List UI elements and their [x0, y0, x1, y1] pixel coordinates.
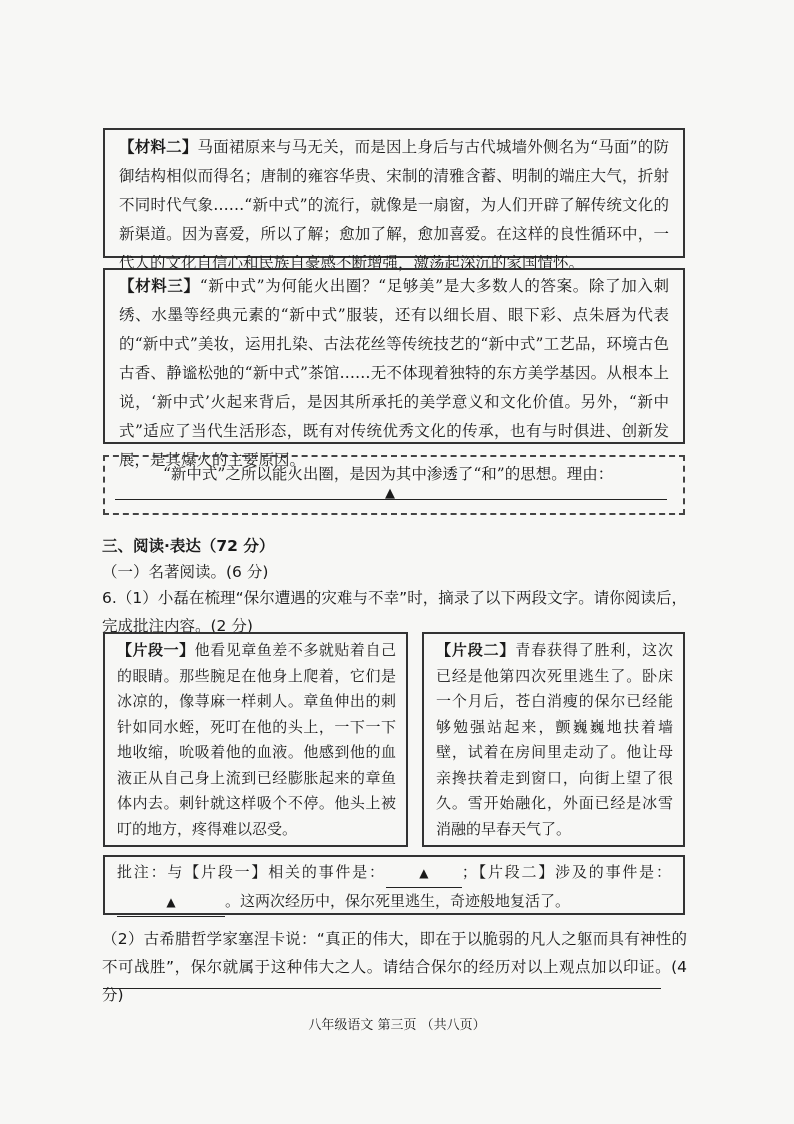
material-2-box	[103, 128, 685, 272]
question-6-part-1: 6.（1）小磊在梳理“保尔遭遇的灾难与不幸”时，摘录了以下两段文字。请你阅读后，完成批注内容。(2 分)	[102, 589, 687, 635]
annotation-line	[117, 859, 671, 917]
question-6-part-2-answer-line[interactable]	[103, 988, 661, 989]
annotation-tail: 。这两次经历中，保尔死里逃生，奇迹般地复活了。	[225, 892, 571, 910]
annotation-box	[103, 855, 685, 915]
fragment-1-paragraph	[117, 638, 396, 842]
annotation-blank-1[interactable]	[386, 859, 462, 888]
annotation-lead: 批注：与【片段一】相关的事件是：	[117, 863, 386, 881]
section-3-sub-1: （一）名著阅读。(6 分)	[102, 563, 269, 581]
material-3-paragraph	[119, 271, 669, 475]
material-2-tag: 【材料二】	[119, 137, 198, 156]
fragment-2-tag: 【片段二】	[436, 641, 516, 659]
material-3-box	[103, 268, 685, 469]
material-2-text: 马面裙原来与马无关，而是因上身后与古代城墙外侧名为“马面”的防御结构相似而得名；唐制的雍容华贵、宋制的清雅含蓄、明制的端庄大气，折射不同时代气象……“新中式”的流行，就像是一扇窗，为人们开辟了解传统文化的新渠道。因为喜爱，所以了解；愈加了解，愈加喜爱。在这样的良性循环中，一代人的文化自信心和民族自豪感不断增强，激荡起深沉的家国情怀。	[119, 138, 669, 272]
annotation-blank-1-marker: ▲	[419, 866, 429, 880]
material-3-text: “新中式”为何能火出圈？“足够美”是大多数人的答案。除了加入刺绣、水墨等经典元素的“新中式”服装，还有以细长眉、眼下彩、点朱唇为代表的“新中式”美妆，运用扎染、古法花丝等传统技艺的“新中式”工艺品，环境古色古香、静谧松弛的“新中式”茶馆……无不体现着独特的东方美学基因。从根本上说，‘新中式’火起来背后，是因其所承托的美学意义和文化价值。另外，“新中式”适应了当代生活形态，既有对传统优秀文化的传承，也有与时俱进、创新发展，是其爆火的主要原因。	[119, 277, 669, 469]
question-5-prompt: “新中式”之所以能火出圈，是因为其中渗透了“和”的思想。理由：	[163, 465, 614, 483]
fragment-1-tag: 【片段一】	[117, 641, 195, 659]
fragment-2-text: 青春获得了胜利，这次已经是他第四次死里逃生了。卧床一个月后，苍白消瘦的保尔已经能够勉强站起来，颤巍巍地扶着墙壁，试着在房间里走动了。他让母亲搀扶着走到窗口，向街上望了很久。雪开始融化，外面已经是冰雪消融的早春天气了。	[436, 641, 673, 838]
fragment-1-text: 他看见章鱼差不多就贴着自己的眼睛。那些腕足在他身上爬着，它们是冰凉的，像荨麻一样刺人。章鱼伸出的刺针如同水蛭，死叮在他的头上，一下一下地收缩，吮吸着他的血液。他感到他的血液正从自己身上流到已经膨胀起来的章鱼体内去。刺针就这样吸个不停。他头上被叮的地方，疼得难以忍受。	[117, 641, 396, 838]
question-6-part-2: （2）古希腊哲学家塞涅卡说：“真正的伟大，即在于以脆弱的凡人之躯而具有神性的不可战胜”，保尔就属于这种伟大之人。请结合保尔的经历对以上观点加以印证。(4 分)	[102, 930, 687, 1004]
fragment-2-box	[422, 632, 685, 847]
annotation-mid: ；【片段二】涉及的事件是：	[461, 863, 671, 881]
question-5-box	[103, 455, 685, 515]
fragment-2-paragraph	[436, 638, 673, 842]
annotation-blank-2-marker: ▲	[166, 895, 176, 909]
section-3-heading: 三、阅读·表达（72 分）	[102, 537, 275, 555]
material-3-tag: 【材料三】	[119, 276, 200, 295]
fragment-1-box	[103, 632, 408, 847]
material-2-paragraph	[119, 132, 669, 278]
page-footer: 八年级语文 第三页 （共八页）	[308, 1018, 486, 1033]
question-5-blank-marker: ▲	[385, 486, 395, 501]
annotation-blank-2[interactable]	[117, 888, 225, 917]
